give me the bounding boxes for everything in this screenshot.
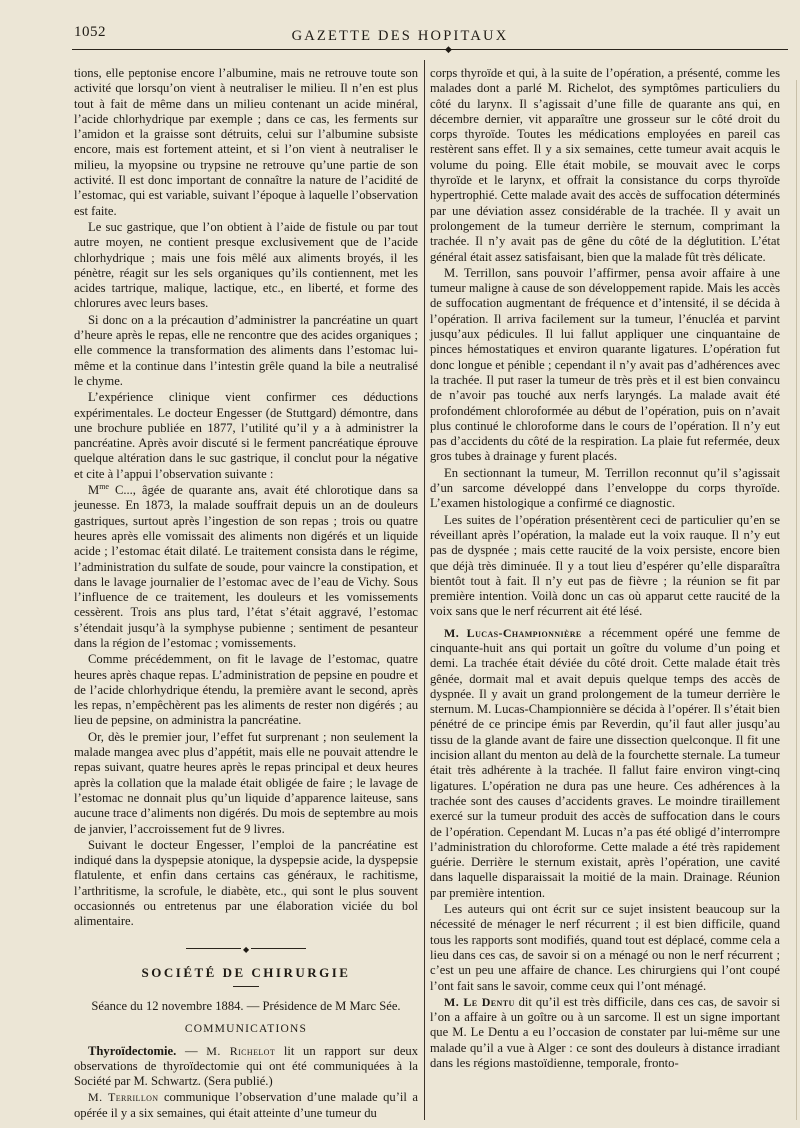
paragraph: corps thyroïde et qui, à la suite de l’opération, a présenté, comme les malades dont a parlé M. Richelot, des symptômes particuliers du côté du larynx. Il s’agissait d’une fille de quarante ans qui, en décembre dernier, vit apparaître une grosseur sur le côté droit du corps thyroïde. Toutes les médications employées en pareil cas restèrent sans effet. Il y a six semaines, cette tumeur avait acquis le volume du poing. Elle était mobile, se mouvait avec le corps thyroïde et le larynx, et offrait la consistance du corps thyroïde hypertrophié. Cette malade avait des accès de suffocation déterminés par une déviation assez considérable de la trachée. Il y avait un prolongement de la tumeur derrière le sternum, comprimant la trachée. Il n’y avait pas de gêne du côté de la déglutition. L’état général était assez satisfaisant, bien que la malade fût très délicate. <box>430 66 780 264</box>
paragraph <box>74 1090 418 1121</box>
paragraph: Or, dès le premier jour, l’effet fut surprenant ; non seulement la malade mangea avec plus d’appétit, mais elle ne pouvait attendre le repas suivant, quatre heures après le repas principal et deux heures après la collation que la malade était obligée de faire ; le lavage de l’estomac ne donnait plus qu’un liquide d’apparence laiteuse, sans aucune trace d’aliments non digérés. Du mois de septembre au mois de janvier, l’accroissement fut de 9 livres. <box>74 729 418 836</box>
paragraph: En sectionnant la tumeur, M. Terrillon reconnut qu’il s’agissait d’un sarcome développé dans l’enveloppe du corps thyroïde. L’examen histologique a confirmé ce diagnostic. <box>430 465 780 511</box>
speaker-name: M. Richelot <box>206 1043 276 1058</box>
title-rule <box>233 986 259 987</box>
session-line: Séance du 12 novembre 1884. — Présidence de M Marc Sée. <box>91 998 401 1013</box>
dash: — <box>176 1043 207 1058</box>
paragraph <box>74 1044 418 1090</box>
speaker-name: M. Terrillon <box>88 1090 159 1105</box>
paragraph: Les auteurs qui ont écrit sur ce sujet insistent beaucoup sur la nécessité de ménager le nerf récurrent ; il est bien difficile, quand tous les rapports sont modifiés, quand tout est déplacé, comme cela a lieu dans ces cas, de savoir si on a ménagé ou non le nerf récurrent ; c’est un peu une affaire de chance. Les chirurgiens qui l’ont coupé l’ont fait sans le savoir, comme ceux qui l’ont ménagé. <box>430 902 780 993</box>
page-header <box>0 0 800 60</box>
paragraph: Les suites de l’opération présentèrent ceci de particulier qu’en se réveillant après l’opération, la malade eut la voix rauque. Il n’y eut pas de dyspnée ; mais cette raucité de la voix persiste, encore bien que déjà très diminuée. Il y a tout lieu d’espérer qu’elle disparaîtra bientôt tout à fait. Il n’y eut pas de fièvre ; la réunion se fit par première intention. Voilà donc un cas où apparut cette raucité de la voix sans que le nerf récurrent ait été lésé. <box>430 512 780 619</box>
paragraph-text: communique l’observation d’une malade qu’il a opérée il y a six semaines, qui était atteinte d’une tumeur du <box>74 1090 418 1120</box>
header-rule <box>72 49 788 50</box>
right-column <box>430 66 780 1072</box>
section-title: SOCIÉTÉ DE CHIRURGIE <box>141 964 351 980</box>
paragraph <box>74 483 418 651</box>
paragraph: tions, elle peptonise encore l’albumine, mais ne retrouve toute son activité que lorsqu’on vient à neutraliser le milieu. Il n’en est plus tout à fait de même dans un milieu contenant un acide minéral, l’acide chlorhydrique par exemple ; dans ce cas, les ferments sur l’amidon et la graisse sont détruits, celui sur l’albumine subsiste encore, mais est fortement atteint, et si l’on vient à neutraliser le milieu, la myopsine ou trypsine ne retrouve qu’une partie de son activité. Il est donc important de connaître la nature de l’acidité de l’estomac, qui est variable, suivant l’époque à laquelle l’observation est faite. <box>74 66 418 218</box>
page-number: 1052 <box>74 24 106 40</box>
title-abbrev: M <box>88 483 100 498</box>
paragraph-text: a récemment opéré une femme de cinquante-huit ans qui portait un goître du volume d’un poing et demi. La trachée était déviée du côté droit. Cette malade était très gênée, dormait mal et avait depuis quelque temps des accès de dyspnée. Il y avait un grand prolongement de la tumeur derrière le sternum. M. Lucas-Championnière se décida à l’opérer. Il s’était bien pénétré de ce principe émis par Reverdin, qu’il faut aller jusqu’au tissu de la glande avant de faire une dissection quelconque. Il fit une incision allant du menton au delà de la fourchette sternale. La tumeur était très adhérente à la trachée. Il fallut faire environ vingt-cinq ligatures. L’opération ne dura pas une heure. Ces adhérences à la trachée sont des causes d’accidents graves. Le moindre tiraillement exercé sur la tumeur produit des accès de suffocation dans le cours de l’opération. Cependant M. Lucas n’a pas été obligé d’interrompre l’administration du chloroforme. Cette malade a été très rapidement guérie. Derrière le sternum existait, après l’opération, une cavité dans laquelle disparaissait la moitié de la main. Drainage. Réunion par première intention. <box>430 625 780 900</box>
header-ornament-icon: ◆ <box>445 44 452 54</box>
journal-title: GAZETTE DES HOPITAUX <box>291 28 509 44</box>
paragraph: Si donc on a la précaution d’administrer la pancréatine un quart d’heure après le repas, elle ne rencontre que des acides organiques ; elle commence la transformation des aliments dans l’estomac lui-même et la continue dans l’intestin grêle quand la bile a neutralisé le chyme. <box>74 312 418 388</box>
paragraph <box>430 626 780 901</box>
paragraph <box>430 995 780 1071</box>
paragraph: Le suc gastrique, que l’on obtient à l’aide de fistule ou par tout autre moyen, ne contient presque exclusivement que de l’acide chlorhydrique ; mais une fois mêlé aux aliments broyés, il les pénètre, réagit sur les sels organiques qu’ils contiennent, met les acides tartrique, malique, lactique, etc., en liberté, et forme des chlorures avec leurs bases. <box>74 219 418 311</box>
superscript: me <box>99 481 109 491</box>
subsection-title: COMMUNICATIONS <box>184 1023 308 1036</box>
column-divider <box>424 60 425 1120</box>
page-edge-line <box>796 80 797 1120</box>
paragraph: Suivant le docteur Engesser, l’emploi de la pancréatine est indiqué dans la dyspepsie atonique, la dyspepsie acide, la dyspepsie flatulente, et enfin dans certains cas généraux, le rachitisme, l’arthritisme, la scrofule, le diabète, etc., qui sont le plus souvent occasionnés ou entretenus par une élaboration viciée du bol alimentaire. <box>74 837 418 929</box>
left-column <box>74 66 418 1122</box>
paragraph: Comme précédemment, on fit le lavage de l’estomac, quatre heures après chaque repas. L’administration de pepsine en poudre et de l’acide chlorhydrique étendu, la première avant le second, après les repas, n’empêchèrent pas les aliments de rester non digérés ; au lieu de pepsine, on administra la pancréatine. <box>74 652 418 728</box>
topic-label: Thyroïdectomie. <box>88 1043 177 1058</box>
paragraph-text: lit un rapport sur deux observations de thyroïdectomie qui ont été communiquées à la Société par M. Schwartz. (Sera publié.) <box>74 1043 419 1089</box>
paragraph: M. Terrillon, sans pouvoir l’affirmer, pensa avoir affaire à une tumeur maligne à cause de son développement rapide. Mais les accès de suffocation augmentant de fréquence et d’intensité, il se décida à l’opération. Il arriva facilement sur la tumeur, l’énucléa et parvint jusqu’aux pédicules. Il lui fallut appliquer une cinquantaine de pinces hémostatiques et environ quarante ligatures. L’opération fut donc longue et pénible ; cependant il n’y avait pas d’adhérences avec la trachée. Il put raser la tumeur de très près et il est bien convaincu de n’avoir pas touché aux nerfs laryngés. La malade avait été profondément chloroformée au début de l’opération, puis on n’avait plus continué le chloroforme dans le cours de l’opération. Il n’y eut pas d’accidents du côté de la respiration. La plaie fut refermée, deux gros tubes à drainage y furent placés. <box>430 265 780 464</box>
paragraph-text: C..., âgée de quarante ans, avait été chlorotique dans sa jeunesse. En 1873, la malade souffrait depuis un an de douleurs gastriques, surtout après l’ingestion de son repas ; trois ou quatre heures après elle vomissait des aliments non digérés et un liquide acide ; l’estomac était dilaté. Le traitement consista dans le régime, l’administration du sulfate de soude, pour vaincre la constipation, et dans le lavage journalier de l’estomac avec de l’eau de Vichy. Sous l’influence de ce traitement, les douleurs et les vomissements cessèrent. Trois ans plus tard, l’état s’était aggravé, l’estomac s’étendait jusqu’à la symphyse pubienne ; sentiment de pesanteur dans la région de l’estomac ; vomissements. <box>74 483 418 650</box>
paragraph-text: dit qu’il est très difficile, dans ces cas, de savoir si l’on a affaire à un goître ou à un sarcome. Il est un signe important que M. Le Dentu a eu l’occasion de constater par lui-même sur une malade qu’il a vue à Alger : ce sont des douleurs à distance irradiant dans les régions mastoïdienne, temporale, fronto- <box>430 994 780 1070</box>
speaker-name: M. Le Dentu <box>444 994 515 1009</box>
paragraph: L’expérience clinique vient confirmer ces déductions expérimentales. Le docteur Engesser (de Stuttgard) démontre, dans une brochure publiée en 1877, l’utilité qu’il y a à administrer la pancréatine. Après avoir discuté si le ferment pancréatique éprouve quelque altération dans le suc gastrique, il conclut pour la négative et cite à l’appui l’observation suivante : <box>74 390 418 481</box>
section-separator <box>186 948 306 949</box>
speaker-name: M. Lucas-Championnière <box>444 625 582 640</box>
